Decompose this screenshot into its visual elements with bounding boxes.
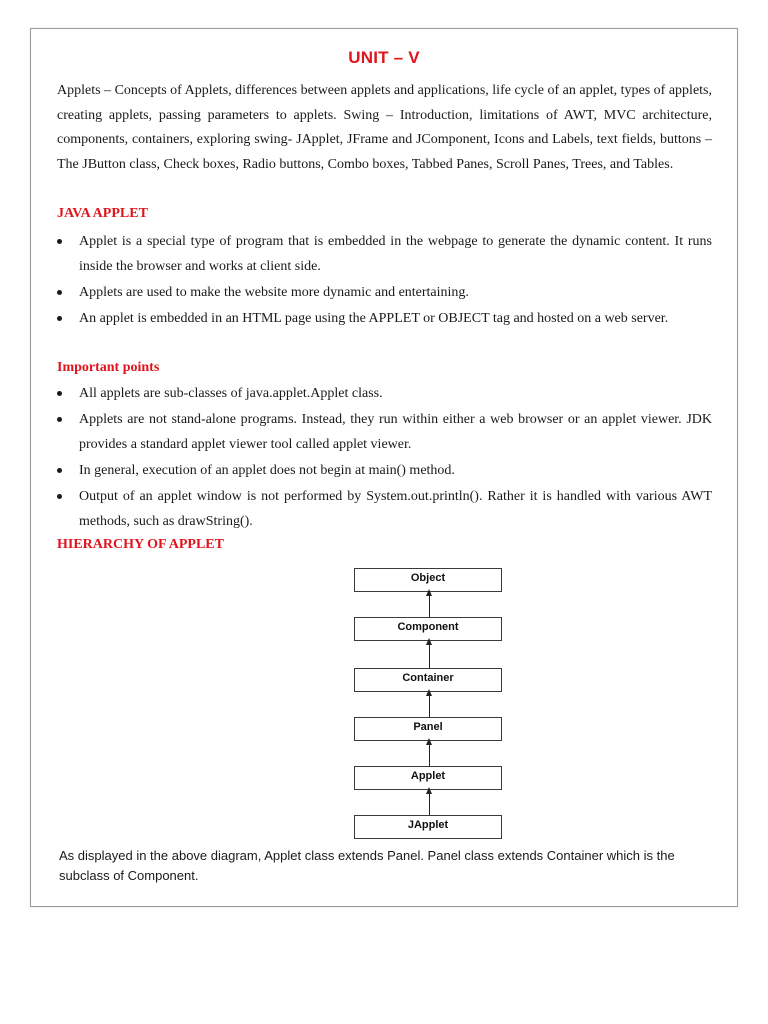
arrow-up-icon — [426, 787, 432, 794]
list-item: In general, execution of an applet does not begin at main() method. — [57, 458, 712, 483]
page-title: UNIT – V — [348, 48, 420, 67]
arrow-up-icon — [426, 638, 432, 645]
diagram-box-panel: Panel — [354, 717, 502, 741]
bullet-icon — [57, 290, 62, 295]
list-item: Applets are used to make the website more dynamic and entertaining. — [57, 280, 712, 305]
diagram-caption: As displayed in the above diagram, Applet class extends Panel. Panel class extends Container which is the subclass of Component. — [59, 848, 675, 883]
applet-hierarchy-diagram — [350, 562, 510, 844]
list-item: An applet is embedded in an HTML page using the APPLET or OBJECT tag and hosted on a web server. — [57, 306, 712, 331]
heading-hierarchy: HIERARCHY OF APPLET — [57, 537, 224, 552]
arrow-up-icon — [426, 589, 432, 596]
list-item: Output of an applet window is not performed by System.out.println(). Rather it is handled with various AWT methods, such as drawString(). — [57, 484, 712, 534]
arrow-up-icon — [426, 689, 432, 696]
heading-java-applet: JAVA APPLET — [57, 206, 148, 221]
bullet-icon — [57, 316, 62, 321]
heading-important-points: Important points — [57, 360, 160, 375]
bullet-icon — [57, 417, 62, 422]
bullet-icon — [57, 391, 62, 396]
diagram-box-container: Container — [354, 668, 502, 692]
diagram-arrow — [429, 644, 430, 668]
diagram-box-applet: Applet — [354, 766, 502, 790]
diagram-box-japplet: JApplet — [354, 815, 502, 839]
list-item: All applets are sub-classes of java.applet.Applet class. — [57, 381, 712, 406]
diagram-arrow — [429, 595, 430, 617]
list-item: Applet is a special type of program that is embedded in the webpage to generate the dynamic content. It runs inside the browser and works at client side. — [57, 229, 712, 279]
diagram-arrow — [429, 695, 430, 717]
important-points-list — [57, 381, 712, 535]
intro-paragraph: Applets – Concepts of Applets, differences between applets and applications, life cycle of an applet, types of applets, creating applets, passing parameters to applets. Swing – Introduction, limitations of AWT, MVC architecture, components, containers, exploring swing- JApplet, JFrame and JComponent, Icons and Labels, text fields, buttons – The JButton class, Check boxes, Radio buttons, Combo boxes, Tabbed Panes, Scroll Panes, Trees, and Tables. — [57, 83, 712, 172]
arrow-up-icon — [426, 738, 432, 745]
java-applet-list — [57, 229, 712, 332]
diagram-arrow — [429, 744, 430, 766]
list-item: Applets are not stand-alone programs. Instead, they run within either a web browser or an applet viewer. JDK provides a standard applet viewer tool called applet viewer. — [57, 407, 712, 457]
diagram-box-component: Component — [354, 617, 502, 641]
bullet-icon — [57, 239, 62, 244]
diagram-box-object: Object — [354, 568, 502, 592]
diagram-arrow — [429, 793, 430, 815]
bullet-icon — [57, 494, 62, 499]
bullet-icon — [57, 468, 62, 473]
